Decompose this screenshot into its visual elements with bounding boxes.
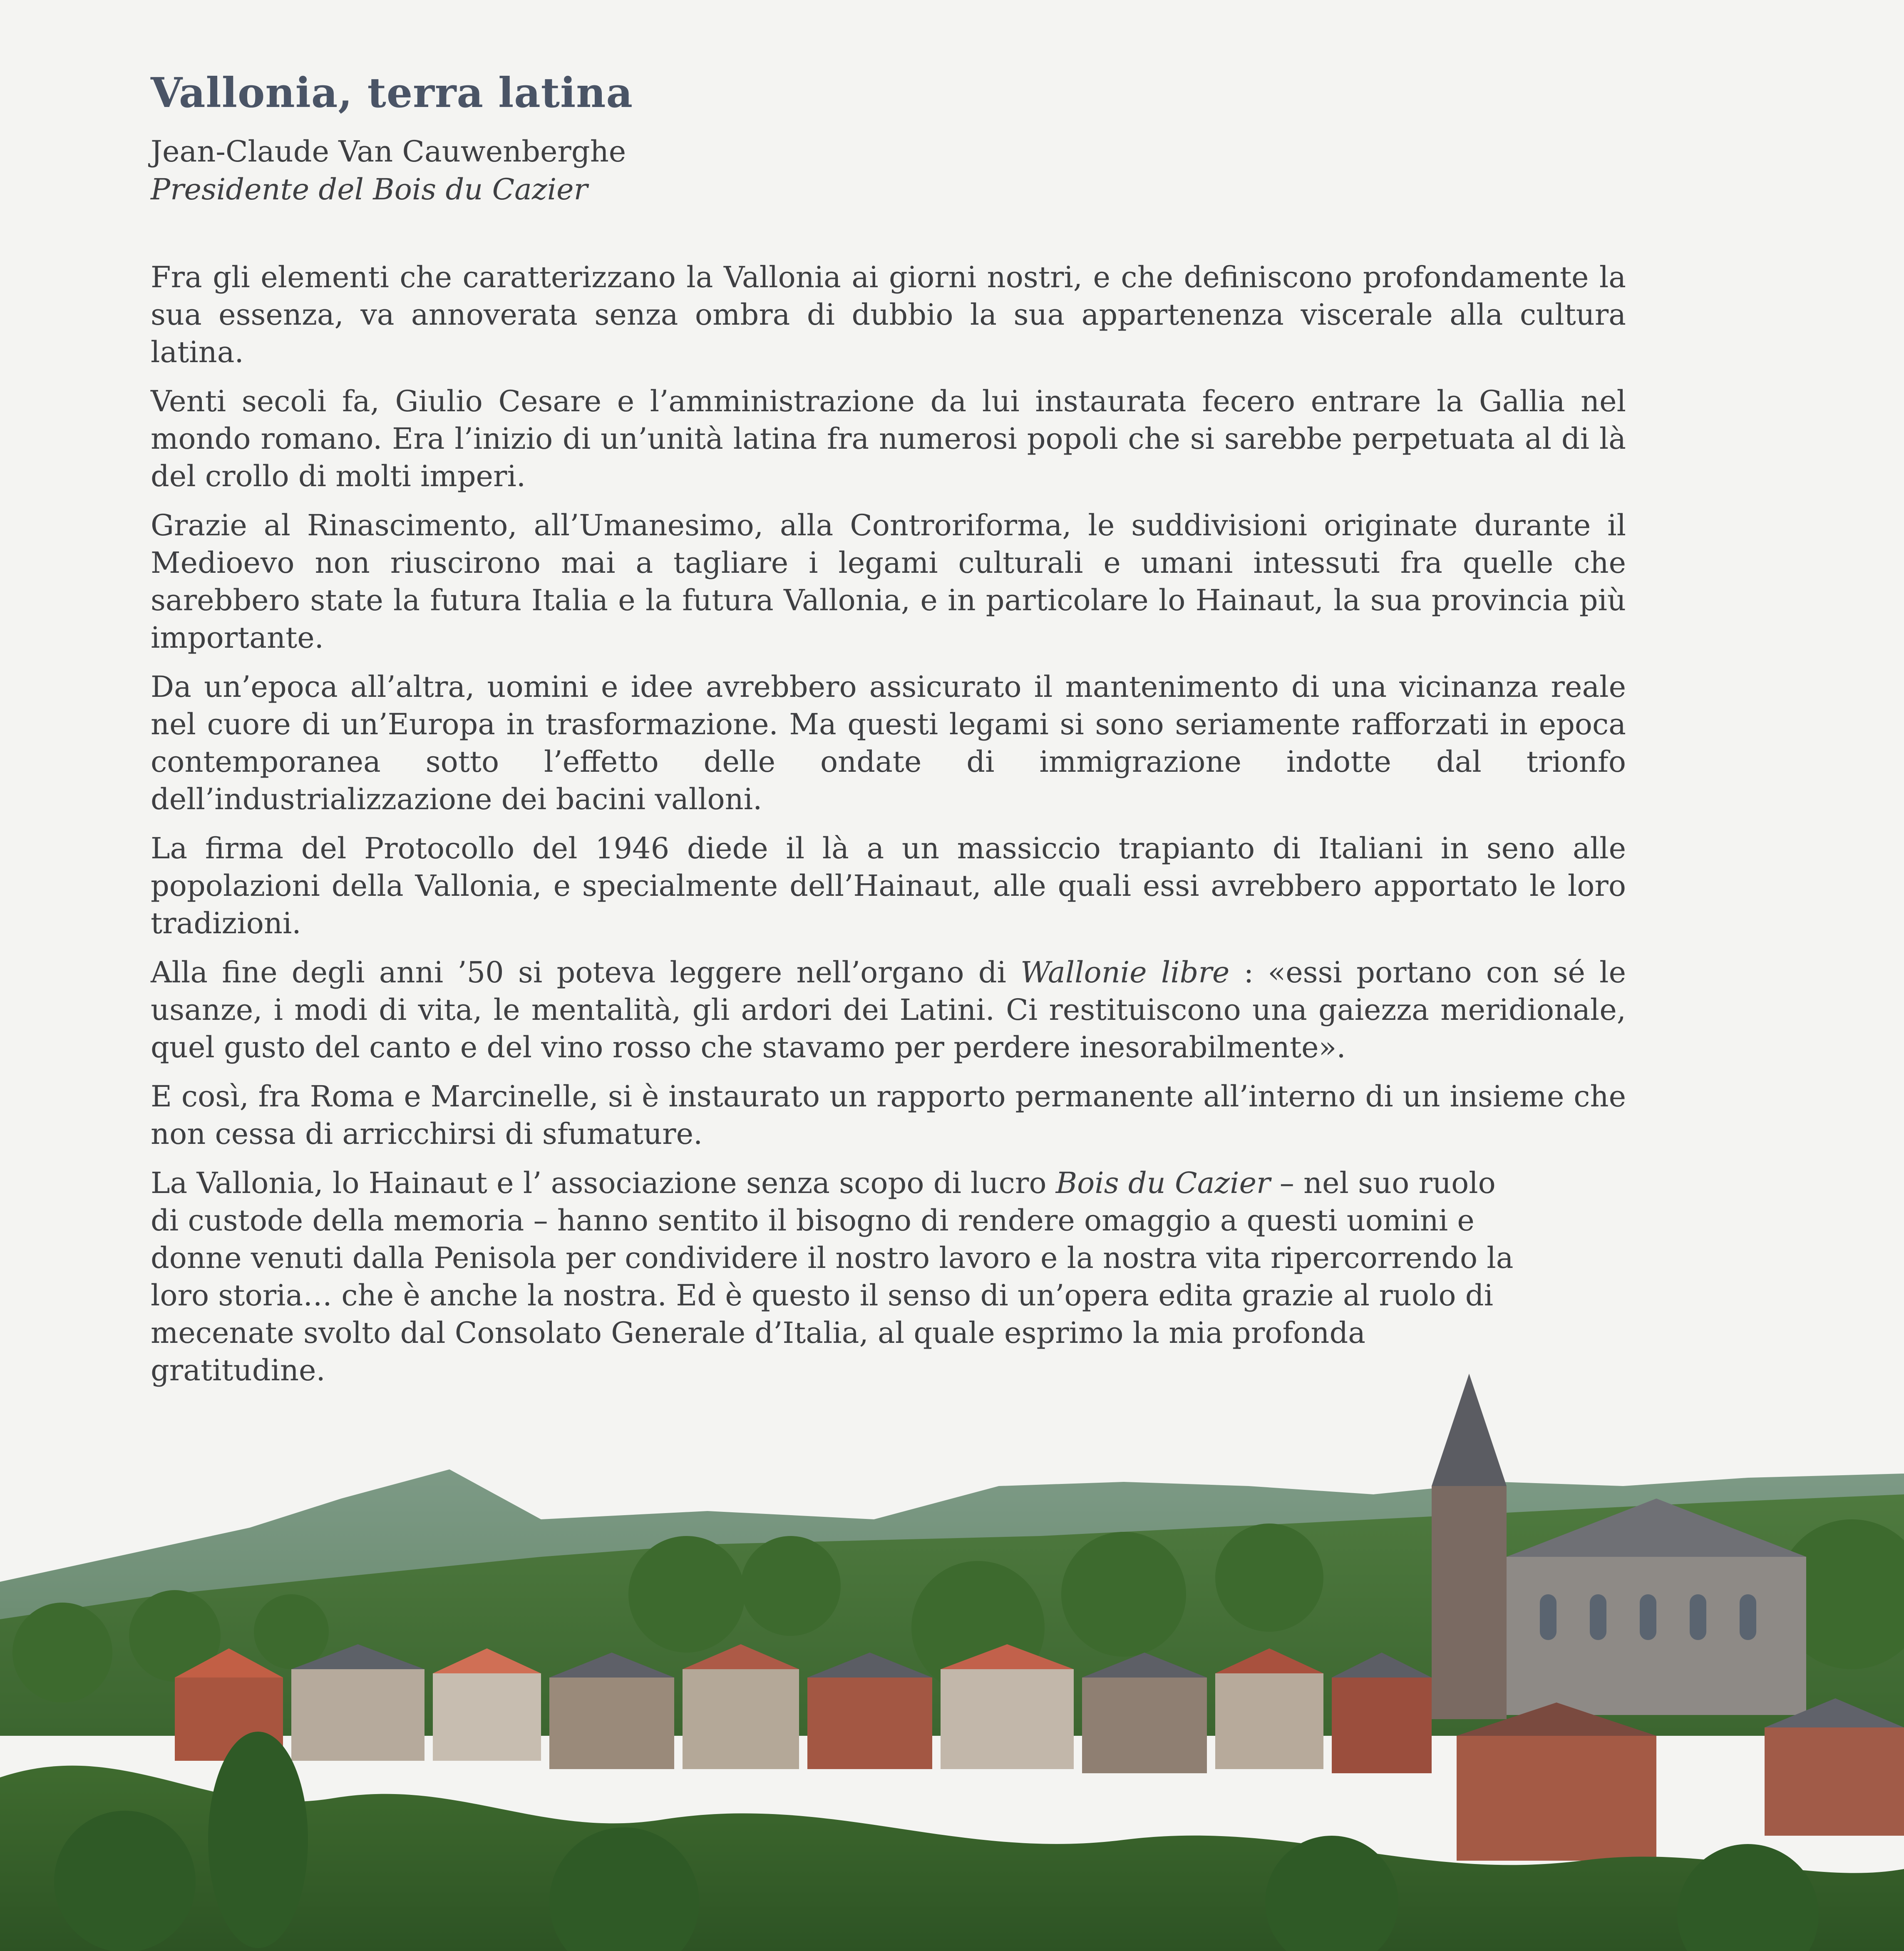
paragraph-3: Grazie al Rinascimento, all’Umanesimo, alla Controriforma, le suddivisioni originate durante il Medioevo non riuscirono mai a tagliare i legami culturali e umani intessuti fra quelle che sarebbero state la futura Italia e la futura Vallonia, e in particolare lo Hainaut, la sua provincia più importante. — [151, 508, 1626, 655]
paragraph-6 — [151, 954, 1626, 1066]
article-title: Vallonia, terra latina — [151, 69, 633, 117]
paragraph-5: La firma del Protocollo del 1946 diede il là a un massiccio trapianto di Italiani in seno alle popolazioni della Vallonia, e specialmente dell’Hainaut, alle quali essi avrebbero apportato le loro tradizioni. — [151, 831, 1626, 940]
town-landscape-photo — [0, 1361, 1904, 1951]
organization-name: Bois du Cazier — [1055, 1166, 1271, 1200]
paragraph-8 — [151, 1164, 1524, 1389]
landscape-illustration — [0, 1361, 1904, 1951]
paragraph-7: E così, fra Roma e Marcinelle, si è instaurato un rapporto permanente all’interno di un insieme che non cessa di arricchirsi di sfumature. — [151, 1079, 1626, 1151]
church — [1432, 1374, 1806, 1719]
publication-name: Wallonie libre — [1020, 955, 1230, 989]
paragraph-8-text-a: La Vallonia, lo Hainaut e l’ associazione senza scopo di lucro — [151, 1166, 1056, 1200]
paragraph-6-text-a: Alla fine degli anni ’50 si poteva leggere nell’organo di — [151, 955, 1021, 989]
paragraph-6-text-b: : «essi portano con sé le usanze, i modi di vita, le mentalità, gli ardori dei Latini. Ci restituiscono una gaiezza meridionale, quel gusto del canto e del vino rosso che stavamo per perdere inesorabilmente». — [151, 955, 1626, 1064]
author-role: Presidente del Bois du Cazier — [151, 172, 588, 206]
article — [151, 69, 1626, 1401]
paragraph-4: Da un’epoca all’altra, uomini e idee avrebbero assicurato il mantenimento di una vicinanza reale nel cuore di un’Europa in trasformazione. Ma questi legami si sono seriamente rafforzati in epoca contemporanea sotto l’effetto delle ondate di immigrazione indotte dal trionfo dell’industrializzazione dei bacini valloni. — [151, 669, 1626, 816]
paragraph-8-text-b: – nel suo ruolo di custode della memoria – hanno sentito il bisogno di rendere omaggio a questi uomini e donne venuti dalla Penisola per condividere il nostro lavoro e la nostra vita ripercorrendo la loro storia… che è anche la nostra. Ed è questo il senso di un’opera edita grazie al ruolo di mecenate svolto dal Consolato Generale d’Italia, al quale esprimo la mia profonda gratitudine. — [151, 1166, 1514, 1387]
paragraph-1: Fra gli elementi che caratterizzano la Vallonia ai giorni nostri, e che definiscono profondamente la sua essenza, va annoverata senza ombra di dubbio la sua appartenenza viscerale alla cultura latina. — [151, 260, 1626, 369]
author-name: Jean-Claude Van Cauwenberghe — [151, 134, 626, 169]
paragraph-2: Venti secoli fa, Giulio Cesare e l’amministrazione da lui instaurata fecero entrare la Gallia nel mondo romano. Era l’inizio di un’unità latina fra numerosi popoli che si sarebbe perpetuata al di là del crollo di molti imperi. — [151, 384, 1626, 493]
